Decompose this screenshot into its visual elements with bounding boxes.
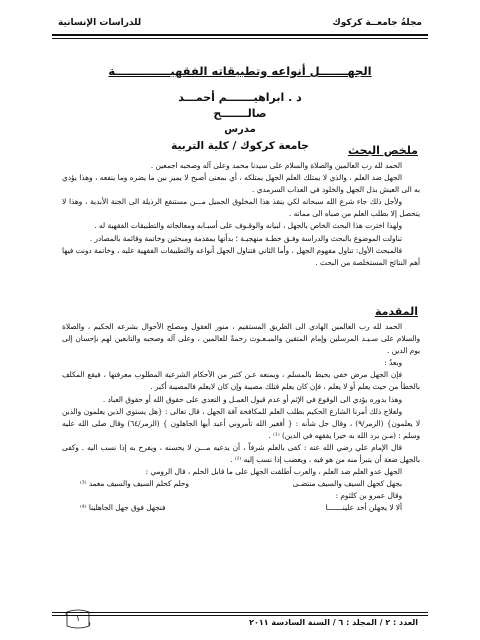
journal-section: للدراسات الإنسانية — [58, 18, 142, 28]
verse-hemistich: فنجهل فوق جهل الجاهلينا ⁽⁴⁾ — [80, 503, 166, 513]
intro-paragraph: ولعلاج ذلك أمرنا الشارع الحكيم بطلب العلم للمكافحة آفة الجهل ، قال تعالى : {هل يستوي الذين يعلمون والذين لا يعلمون} (الزمر/٩) ، وقال جل شأنه : { أفغير الله تأمروني أعبد أيها الجاهلون } (الزمر/٦٤) وقال صلى الله عليه وسلم : (مـن يرد الله به خيرا يفقهه في الدين) ⁽¹⁾ . — [62, 406, 420, 440]
abstract-paragraph: تناولت الموضوع بالبحث والدراسة وفـق خطـة منهجيـة ؛ بدأتها بمقدمة ومبحثين وخاتمة وقائمة بالمصادر . — [89, 233, 402, 243]
abstract-paragraph: الحمد لله رب العالمين والصلاة والسلام على سيدنا محمد وعلى آله وصحبه اجمعين . — [150, 161, 402, 170]
intro-paragraph: وهذا بدوره يؤدي الى الوقوع في الإثم أو عدم قبول العمـل و التعدي على حقوق الله أو حقوق العباد . — [102, 394, 402, 404]
author-name: د . ابراهيـــــــم أحمـــد صالـــــــح — [178, 91, 302, 120]
author-rank: مدرس — [224, 124, 256, 135]
author-block — [150, 90, 330, 154]
poem-verse — [62, 478, 420, 490]
verse-hemistich: بجهل كجهل السيف والسيف منتضـى — [292, 479, 402, 489]
abstract-paragraph: فالمبحث الأول: تناول مفهوم الجهل ، وأما الثاني فتناول الجهل أنواعه والتطبيقات الفقهية عليه ، وخاتمة دونت فيها أهم النتائج المستخلصة من البحث . — [62, 245, 420, 267]
abstract-paragraph: ولهذا اخترت هذا البحث الخاص بالجهل ، لبيانه والوقـوف على أسبـابه ومعالجاته والتطبيقات الفقهية له . — [94, 221, 402, 231]
intro-paragraph: الجهل عدو العلم ضد العلم ، والعرب أطلقت الجهل على ما قابل الحلم ، قال الرومي : — [145, 467, 402, 477]
abstract-body — [62, 160, 420, 269]
verse-hemistich: ألا لا يجهلن أحد علينـــــــا — [325, 503, 402, 513]
abstract-paragraph: ولأجل ذلك جاء شرع الله سبحانه لكي ينقذ هذا المخلوق الجميل مـــن مستنقع الرذيلة الى الجنة الأبدية ، وهذا لا يتحصل إلا بطلب العلم من صباه الى مماته . — [62, 197, 420, 219]
intro-paragraph: قال الإمام علي رضي الله عنه : كفى بالعلم شرفاً ، أن يدعيه مـــن لا يحسنه ، ويفرح به إذا نسب اليه . وكفى بالجهل ضعة أن يتبرأ منه من هو فيه ، ويغضب إذا نسب إليه ⁽²⁾ . — [62, 442, 420, 465]
footer-rule — [52, 612, 428, 613]
verse-introduction — [62, 490, 420, 502]
abstract-heading: ملخص البحث — [347, 144, 418, 157]
running-head — [58, 14, 422, 32]
footer-rule-thin — [52, 615, 428, 616]
issue-info: العدد : ٢ / المجلد : ٦ / السنة السادسة ٢٠١١ — [249, 618, 418, 627]
poem-verse — [62, 502, 420, 514]
intro-paragraph: فإن الجهل مرض خفي يحيط بالمسلم ، ويمنعه عـن كثير من الأحكام الشرعية المطلوب معرفتها ، فيقع المكلف بالخطأ من حيث يعلم أو لا يعلم ، فإن كان يعلم فتلك مصيبة وإن كان لايعلم فالمصيبة أكبر . — [62, 370, 420, 392]
author-affiliation: جامعة كركوك / كلية التربية — [171, 140, 309, 152]
page-number: ١ — [75, 614, 81, 623]
header-rule-thin — [52, 38, 428, 39]
article-title: الجهـــــــل أنواعه وتطبيقاته الفقهيــــــــــــــة — [108, 64, 372, 78]
abstract-paragraph: الجهل ضد العلم ، والذي لا يمتلك العلم الجهل يمتلكه ، أي بمعنى أصبح لا يميز بين ما يضره وما ينفعه ، وهذا يؤدي به الى العيش بذل الجهل والخلود في العذاب السرمدي . — [62, 173, 420, 195]
introduction-body — [62, 321, 420, 515]
header-rule — [52, 34, 428, 36]
verse-intro-text: وقال عمرو بن كلثوم : — [335, 491, 402, 501]
intro-paragraph: وبعدُ : — [384, 358, 402, 368]
introduction-heading: المقدمة — [374, 305, 418, 318]
journal-name: مجلةُ جامعــة كركوك — [332, 18, 422, 28]
intro-paragraph: الحمد لله رب العالمين الهادي الى الطريق المستقيم ، منور العقول ومصلح الأحوال بشرعه الحكيم ، والصلاة والسلام على سـيـد المرسلين وإمام المتقين والمبـعـوث رحمةً للعالمين ، وعلى آله وصحبه والتابعين لهم بإحسان إلى يوم الدين . — [62, 322, 420, 356]
verse-hemistich: وحلم كحلم السيف والسيف مغمد ⁽³⁾ — [80, 479, 189, 489]
